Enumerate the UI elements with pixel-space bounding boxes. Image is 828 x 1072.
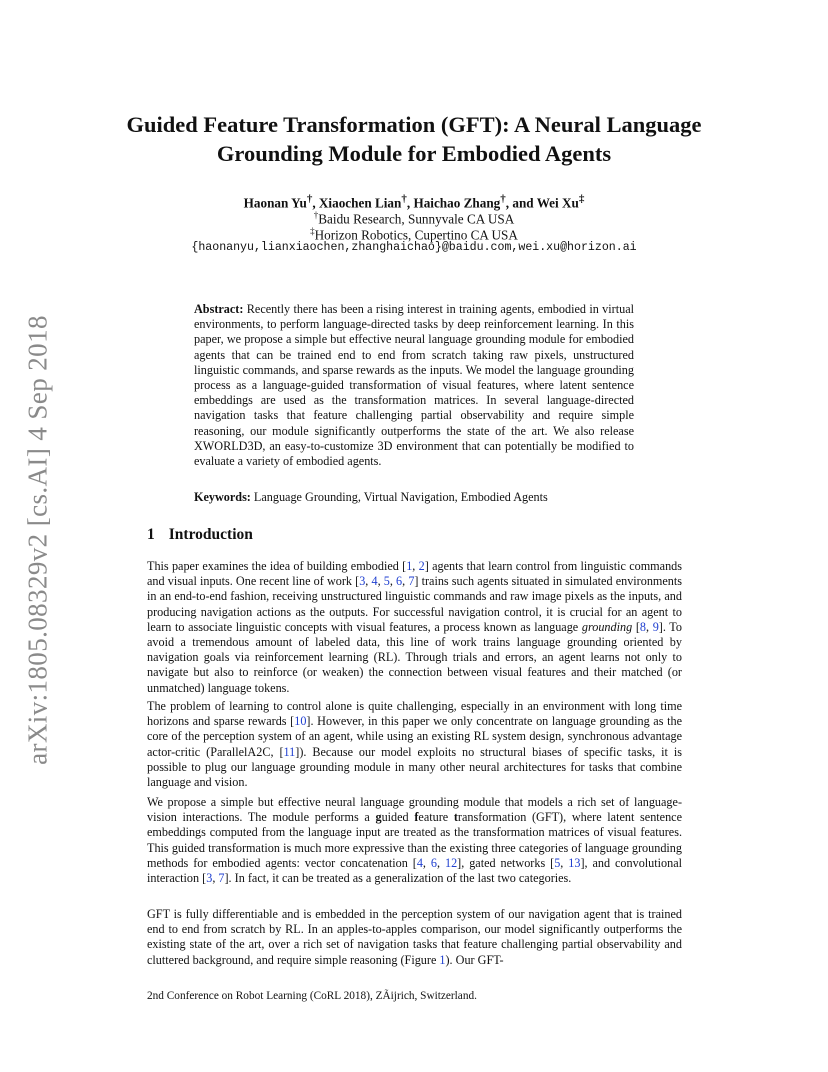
text: , [377,574,384,589]
text: , [412,559,419,573]
text: ]. However, in this paper we only concentrate on language grounding as the core of the perception system of an agent, while using an existing RL system design, synchronous advantage actor-critic (ParallelA2C, [ [147,714,682,759]
text: , [212,871,219,886]
citation-link[interactable]: 5 [554,855,561,870]
emphasis-grounding: grounding [581,619,633,634]
keywords-label: Keywords: [194,490,251,504]
intro-paragraph-4 [147,907,682,968]
affiliation-text: Horizon Robotics, Cupertino CA USA [314,227,518,243]
text: ], gated networks [ [457,855,555,870]
text: , [422,855,431,870]
text: , [389,574,397,589]
text: [ [632,619,640,634]
text: ] agents that learn control from linguistic commands and visual inputs. One recent line of work [ [147,559,682,589]
arxiv-identifier-stamp [18,300,58,780]
text: eature [418,810,454,825]
text: ], and convolutional interaction [ [147,855,683,886]
citation-link[interactable]: 4 [371,574,378,589]
author-name: Wei Xu [536,195,579,211]
acronym-letter: f [414,810,419,825]
text: , [365,574,372,589]
abstract-text: , an easy-to-customize 3D environment that can potentially be modified to evaluate a variety of embodied agents. [194,438,634,469]
citation-link[interactable]: 2 [418,559,425,573]
author-separator: , and [505,195,537,211]
text: ]. In fact, it can be treated as a generalization of the last two categories. [224,871,572,886]
author-name: Xiaochen Lian [318,195,402,211]
text: The problem of learning to control alone is quite challenging, especially in an environment with long time horizons and sparse rewards [ [147,699,682,729]
intro-paragraph-2 [147,699,682,790]
affiliation-mark: ‡ [310,226,315,236]
text: ransformation (GFT), where latent sentence embeddings computed from the language input are treated as the transformation matrices of visual features. This guided transformation is much more expressive than the existing three categories of language grounding methods for embodied agents: vector concatenation [ [147,810,682,870]
intro-paragraph-1 [147,559,682,696]
affiliation-mark: † [313,210,319,220]
citation-link[interactable]: 8 [639,619,646,634]
citation-link[interactable]: 4 [416,855,423,870]
text: ]). Because our model exploits no structural biases of specific tasks, it is possible to plug our language grounding module in many other neural architectures for tasks that combine language and vision. [147,744,683,790]
intro-paragraph-3 [147,795,682,886]
citation-link[interactable]: 6 [430,855,437,870]
xworld-name: XWORLD3D [194,438,263,453]
citation-link[interactable]: 6 [396,574,403,589]
text: We propose a simple but effective neural language grounding module that models a rich set of language-vision interactions. The module performs a [147,795,682,825]
affiliation-mark: † [306,193,313,205]
text: GFT is fully differentiable and is embedded in the perception system of our navigation agent that is trained end to end from scratch by RL. In an apples-to-apples comparison, our model significantly outperforms the existing state of the art, over a rich set of navigation tasks that feature challenging partial observability and cluttered background, and require simple reasoning (Figure [147,907,682,967]
citation-link[interactable]: 9 [652,619,659,634]
text: , [645,619,653,634]
author-emails: {haonanyu,lianxiaochen,zhanghaichao}@baidu.com,wei.xu@horizon.ai [191,241,637,254]
text: This paper examines the idea of building embodied [ [147,559,407,573]
author-name: Haichao Zhang [413,195,501,211]
citation-link[interactable]: 12 [444,855,458,870]
arxiv-identifier-text: arXiv:1805.08329v2 [cs.AI] 4 Sep 2018 [22,315,53,765]
citation-link[interactable]: 1 [406,559,413,573]
text: , [402,574,409,589]
figure-reference-link[interactable]: 1 [439,952,446,967]
section-title: Introduction [168,526,253,543]
affiliation-mark: † [401,193,407,205]
citation-link[interactable]: 7 [408,574,415,589]
text: ] trains such agents situated in simulated environments in an end-to-end fashion, receiving unstructured linguistic commands and raw image pixels as the inputs, and producing navigation actions as the outputs. For successful navigation control, it is crucial for an agent to learn to associate linguistic concepts with visual features, a process known as language [147,574,683,634]
keywords-text: Language Grounding, Virtual Navigation, Embodied Agents [250,490,548,504]
citation-link[interactable]: 10 [294,714,307,729]
keywords [194,490,634,505]
section-number: 1 [147,526,155,543]
affiliation-text: Baidu Research, Sunnyvale CA USA [318,211,515,227]
abstract [194,302,634,469]
citation-link[interactable]: 5 [383,574,390,589]
author-separator: , [406,195,414,211]
citation-link[interactable]: 11 [283,744,296,759]
text: ). Our GFT- [445,952,504,967]
author-separator: , [312,195,319,211]
citation-link[interactable]: 3 [359,574,366,589]
abstract-text: Recently there has been a rising interest in training agents, embodied in virtual environments, to perform language-directed tasks by deep reinforcement learning. In this paper, we propose a simple but effective neural language grounding module for embodied agents that can be trained end to end from scratch taking raw pixels, unstructured linguistic commands, and sparse rewards as the inputs. We model the language grounding process as a language-guided transformation of visual features, where latent sentence embeddings are used as the transformation matrices. In several language-directed navigation tasks that feature challenging partial observability and require simple reasoning, our module significantly outperforms the state of the art. We also release [194,302,634,438]
section-heading-introduction [147,526,253,544]
affiliation-mark: † [500,193,506,205]
text: , [560,855,569,870]
text: ]. To avoid a tremendous amount of labeled data, this line of work trains language grounding oriented by navigation goals via reinforcement learning (RL). Through trials and errors, an agent learns not only to navigate but also to reinforce (or weaken) the connection between visual features and their matched (or unmatched) language tokens. [147,619,682,695]
conference-footnote: 2nd Conference on Robot Learning (CoRL 2018), ZÃijrich, Switzerland. [147,990,477,1002]
acronym-letter: g [375,810,382,825]
text: , [437,855,445,870]
citation-link[interactable]: 3 [206,871,213,886]
citation-link[interactable]: 13 [568,855,581,870]
author-name: Haonan Yu [243,195,307,211]
abstract-label: Abstract: [194,302,244,316]
affiliation-mark: ‡ [578,193,585,205]
citation-link[interactable]: 7 [218,871,225,886]
paper-title: Guided Feature Transformation (GFT): A Neural Language Grounding Module for Embodied Agents [126,112,702,166]
acronym-letter: t [453,810,458,825]
text: uided [381,810,415,825]
